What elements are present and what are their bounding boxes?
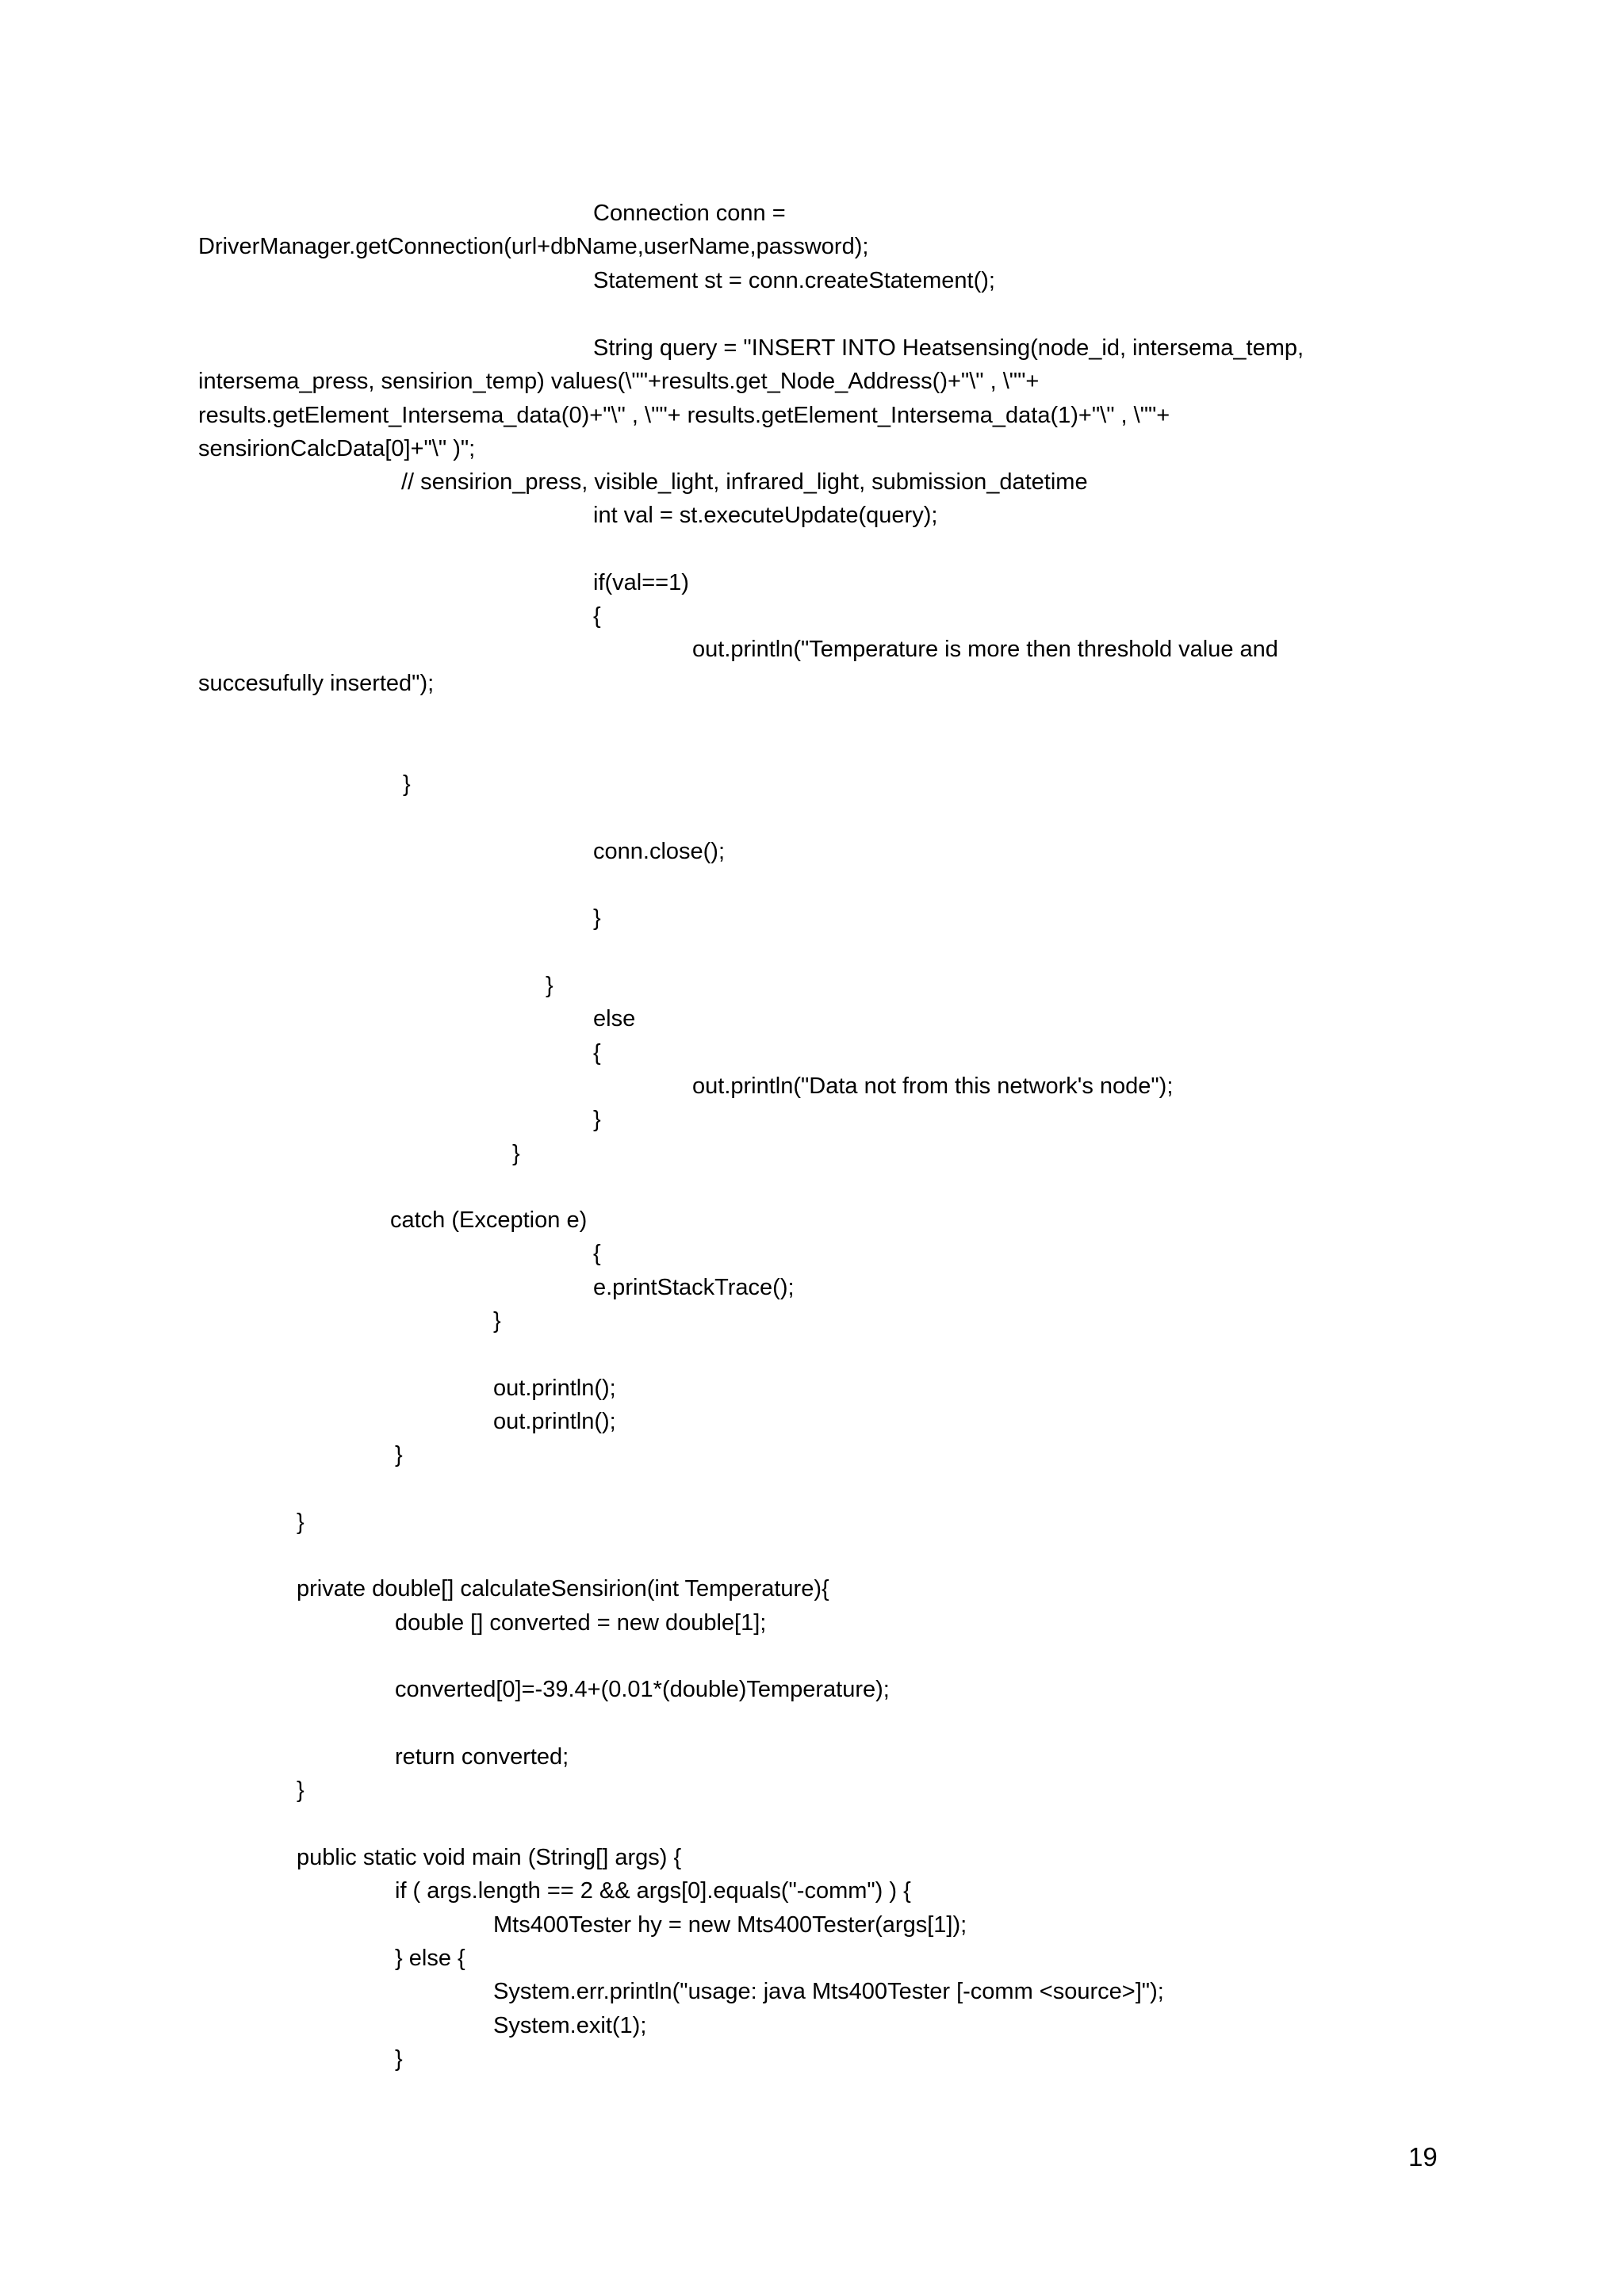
code-line: } else {	[395, 1946, 465, 1971]
code-line: System.err.println("usage: java Mts400Tester [-comm <source>]");	[493, 1979, 1164, 2004]
code-line: sensirionCalcData[0]+"\" )";	[198, 436, 476, 461]
code-comment-line: // sensirion_press, visible_light, infrared_light, submission_datetime	[401, 469, 1088, 495]
code-line: }	[593, 905, 601, 931]
code-line: converted[0]=-39.4+(0.01*(double)Temperature);	[395, 1677, 890, 1702]
code-line: {	[593, 1241, 601, 1266]
code-line: }	[297, 1777, 304, 1803]
code-line: String query = "INSERT INTO Heatsensing(node_id, intersema_temp,	[593, 335, 1304, 361]
code-line: e.printStackTrace();	[593, 1275, 795, 1300]
code-line: conn.close();	[593, 839, 726, 864]
page-number: 19	[1408, 2142, 1438, 2172]
code-line: intersema_press, sensirion_temp) values(\""+results.get_Node_Address()+"\" , \""+	[198, 369, 1040, 394]
code-line: }	[493, 1308, 501, 1334]
code-line: return converted;	[395, 1744, 569, 1770]
code-line: }	[403, 771, 411, 797]
code-line: else	[593, 1006, 636, 1031]
code-line: double [] converted = new double[1];	[395, 1610, 767, 1636]
code-line: Connection conn =	[593, 201, 786, 226]
code-line: out.println();	[493, 1409, 616, 1434]
code-line: }	[395, 2046, 403, 2072]
code-line: DriverManager.getConnection(url+dbName,userName,password);	[198, 234, 869, 259]
code-line: }	[593, 1107, 601, 1132]
code-line: if(val==1)	[593, 570, 689, 595]
code-line: int val = st.executeUpdate(query);	[593, 503, 938, 528]
code-line: results.getElement_Intersema_data(0)+"\" , \""+ results.getElement_Intersema_data(1)+"\" , \""+	[198, 403, 1170, 428]
code-line: private double[] calculateSensirion(int Temperature){	[297, 1576, 829, 1601]
code-line: out.println("Temperature is more then threshold value and	[692, 637, 1278, 662]
code-line: out.println("Data not from this network's node");	[692, 1073, 1174, 1099]
code-line: }	[546, 973, 553, 998]
code-line: public static void main (String[] args) {	[297, 1845, 682, 1870]
code-line: }	[395, 1442, 403, 1468]
code-line: }	[297, 1510, 304, 1535]
code-line: catch (Exception e)	[390, 1207, 588, 1233]
code-line: {	[593, 603, 601, 629]
code-line: if ( args.length == 2 && args[0].equals("-comm") ) {	[395, 1878, 911, 1904]
code-line: System.exit(1);	[493, 2013, 647, 2038]
code-line: }	[512, 1141, 520, 1166]
code-line: Statement st = conn.createStatement();	[593, 268, 995, 293]
code-line: out.println();	[493, 1376, 616, 1401]
code-line: succesufully inserted");	[198, 671, 435, 696]
code-line: {	[593, 1040, 601, 1066]
code-line: Mts400Tester hy = new Mts400Tester(args[1]);	[493, 1912, 967, 1938]
